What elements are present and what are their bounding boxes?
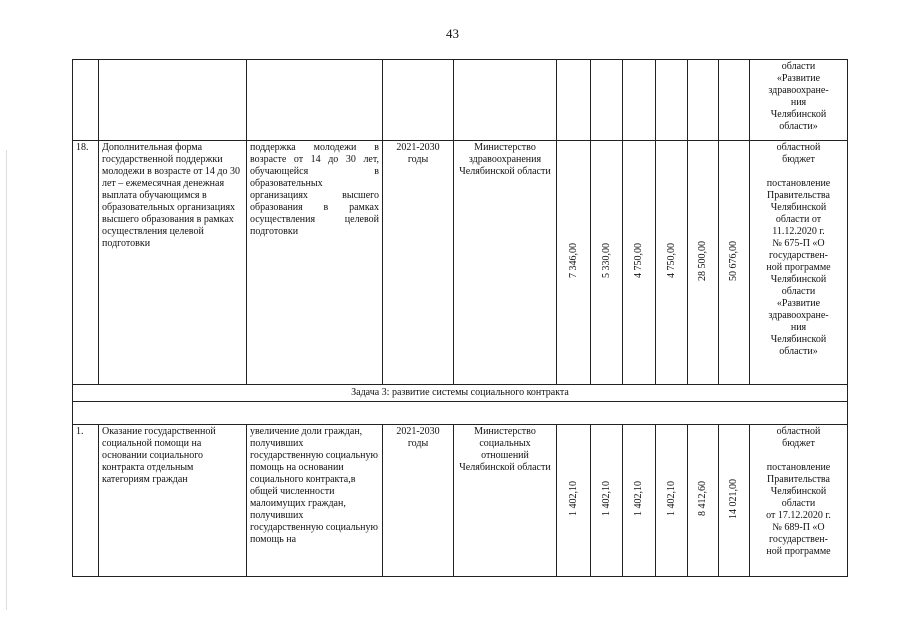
value-cell: 5 330,00 [591,141,623,385]
measure-name: Оказание государственной социальной помощи на основании социального контракта отдельным категориям граждан [99,425,247,577]
value-cell: 7 346,00 [557,141,591,385]
measure-result: поддержка молодежи в возрасте от 14 до 30 лет, обучающейся в образовательных организациях высшего образования в рамках осуществления целевой подготовки [247,141,383,385]
table-row-spacer [73,402,848,425]
funding-source-cell: области «Развитие здравоохране- ния Челябинской области» [750,60,848,141]
executor-cell: Министерство социальных отношений Челябинской области [454,425,557,577]
value-total-cell: 14 021,00 [719,425,750,577]
program-table [72,59,848,577]
measure-name: Дополнительная форма государственной поддержки молодежи в возрасте от 14 до 30 лет – ежемесячная денежная выплата обучающимся в образовательных организациях высшего образования в рамках осуществления целевой подготовки [99,141,247,385]
years-cell: 2021-2030 годы [383,141,454,385]
value-cell: 4 750,00 [623,141,656,385]
task-heading: Задача 3: развитие системы социального контракта [73,385,848,402]
value-cell: 28 500,00 [688,141,719,385]
value-cell: 4 750,00 [656,141,688,385]
table-row-continuation [73,60,848,141]
table-row-18 [73,141,848,385]
scan-edge-line [6,150,7,610]
funding-source-cell: областной бюджет постановление Правительства Челябинской области от 11.12.2020 г. № 675-П «О государствен- ной программе Челябинской области «Развитие здравоохране- ния Челябинской области» [750,141,848,385]
table-row-1 [73,425,848,577]
measure-result: увеличение доли граждан, получивших государственную социальную помощь на основании социального контракта,в общей численности малоимущих граждан, получивших государственную социальную помощь на [247,425,383,577]
row-number: 18. [73,141,99,385]
task-heading-row [73,385,848,402]
page-number: 43 [446,26,459,41]
funding-source-cell: областной бюджет постановление Правительства Челябинской области от 17.12.2020 г. № 689-П «О государствен- ной программе [750,425,848,577]
value-cell: 1 402,10 [623,425,656,577]
value-total-cell: 50 676,00 [719,141,750,385]
value-cell: 1 402,10 [557,425,591,577]
value-cell: 1 402,10 [656,425,688,577]
value-cell: 8 412,60 [688,425,719,577]
value-cell: 1 402,10 [591,425,623,577]
years-cell: 2021-2030 годы [383,425,454,577]
executor-cell: Министерство здравоохранения Челябинской области [454,141,557,385]
row-number: 1. [73,425,99,577]
